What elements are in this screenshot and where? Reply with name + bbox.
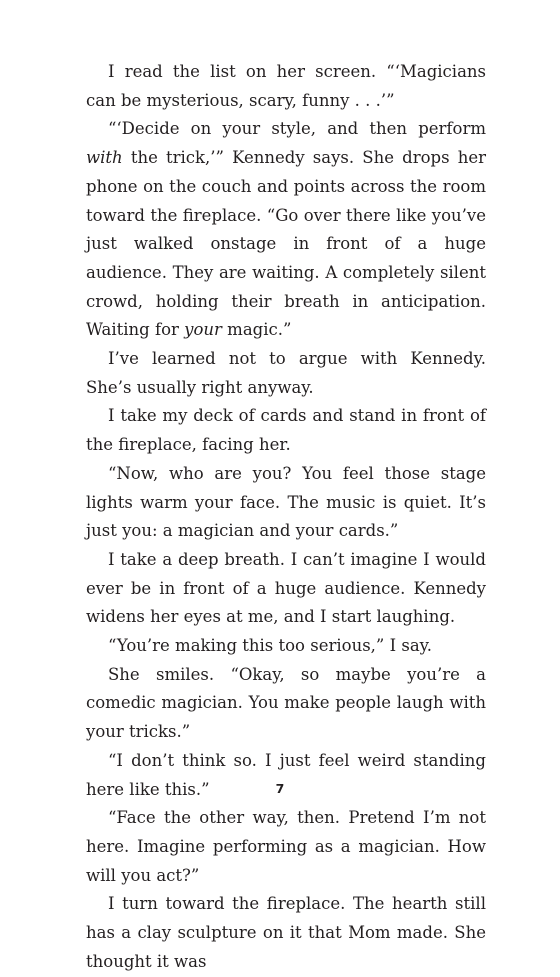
emphasis-with: with: [86, 148, 123, 168]
paragraph-2-part-a: “‘Decide on your style, and then perform: [108, 119, 486, 139]
paragraph-1: I read the list on her screen. “‘Magicians can be mysterious, scary, funny . . .’”: [86, 62, 486, 110]
paragraph-2-part-b: the trick,’” Kennedy says. She drops her phone on the couch and points across the room toward the fireplace. “Go over there like you’ve just walked onstage in front of a huge audience. They are waiting. A completely silent crowd, holding their breath in anticipation. Waiting for: [86, 148, 486, 340]
emphasis-your: your: [184, 320, 222, 340]
body-text: [86, 58, 486, 977]
paragraph-2: [86, 115, 486, 345]
paragraph-11: I turn toward the fireplace. The hearth still has a clay sculpture on it that Mom made. She thought it was: [86, 894, 486, 971]
page-number: 7: [275, 781, 285, 796]
paragraph-4: I take my deck of cards and stand in front of the fireplace, facing her.: [86, 406, 486, 455]
paragraph-3: I’ve learned not to argue with Kennedy. She’s usually right anyway.: [86, 349, 486, 397]
paragraph-2-part-c: magic.”: [221, 320, 292, 340]
paragraph-7: “You’re making this too serious,” I say.: [108, 636, 433, 656]
paragraph-8: She smiles. “Okay, so maybe you’re a comedic magician. You make people laugh with your tricks.”: [86, 664, 486, 742]
paragraph-9: “I don’t think so. I just feel weird standing here like this.”: [86, 750, 486, 799]
paragraph-6: I take a deep breath. I can’t imagine I would ever be in front of a huge audience. Kennedy widens her eyes at me, and I start laughing.: [86, 549, 486, 627]
paragraph-10: “Face the other way, then. Pretend I’m not here. Imagine performing as a magician. How will you act?”: [86, 808, 486, 885]
paragraph-5: “Now, who are you? You feel those stage lights warm your face. The music is quiet. It’s just you: a magician and your cards.”: [86, 463, 486, 541]
